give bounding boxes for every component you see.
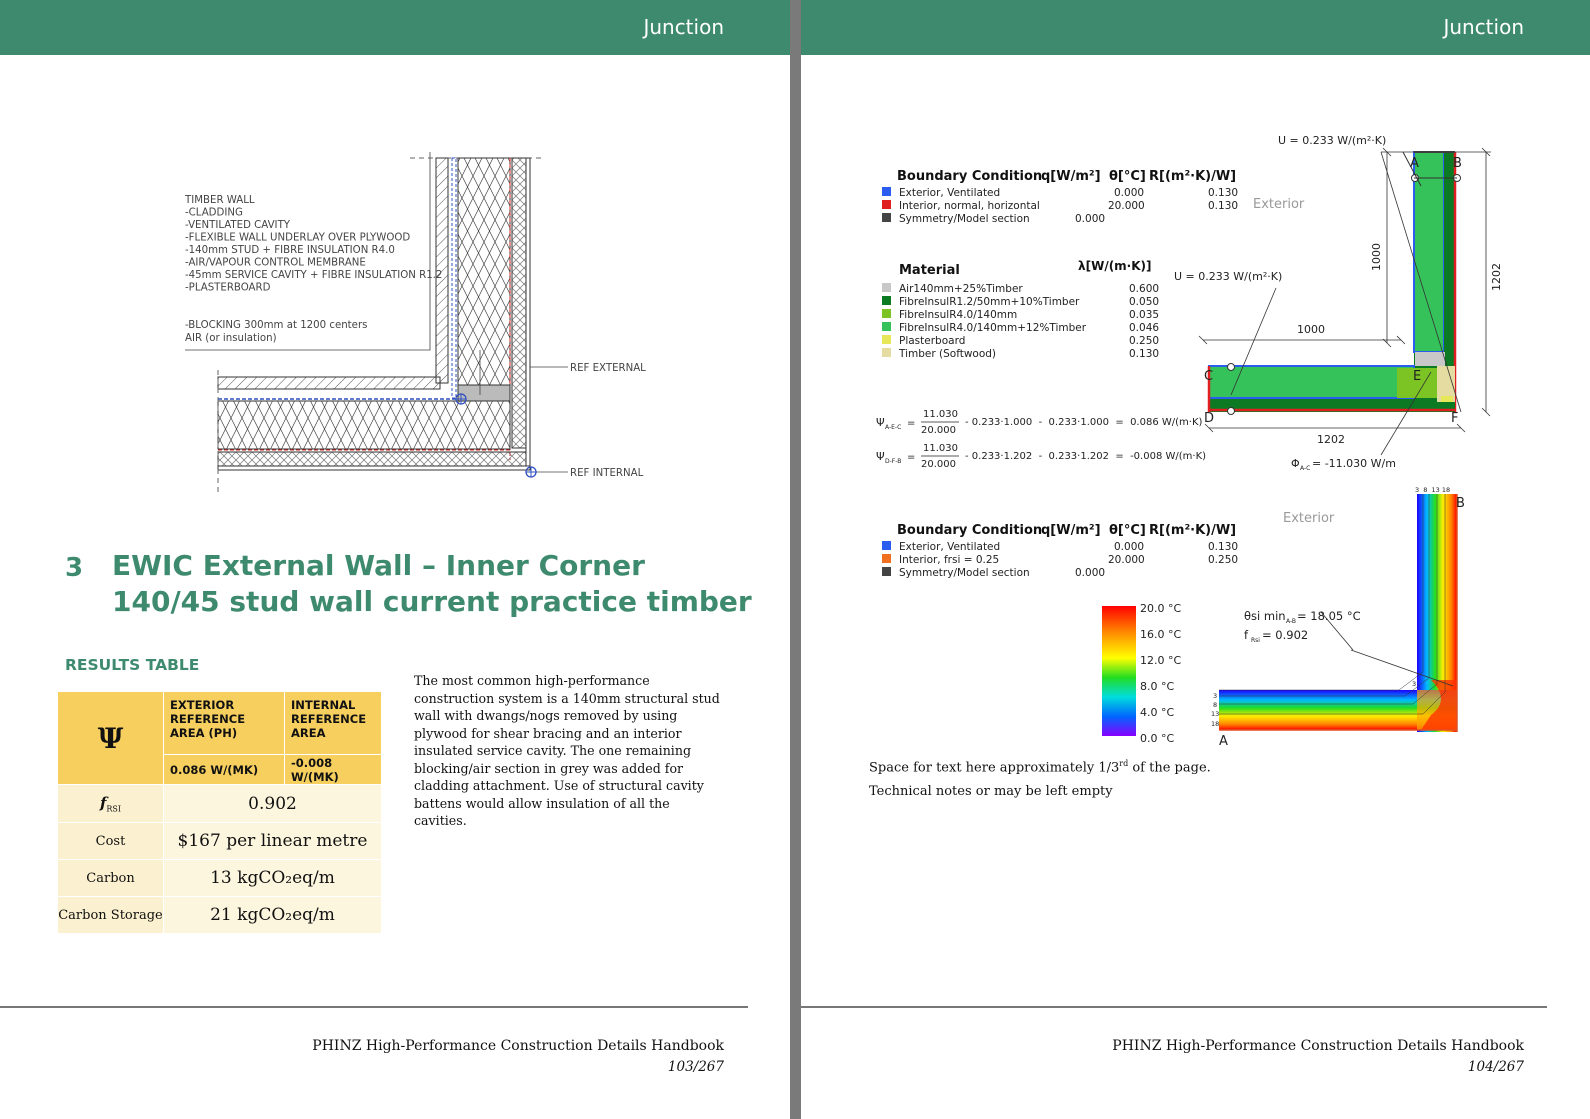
service-cavity-horizontal [218,452,526,466]
psi-aec-den: 20.000 [921,425,956,436]
theta-min-value: = 18.05 °C [1297,609,1361,623]
bc2-swatch-interior [882,554,891,563]
mat-swatch-plasterboard [882,335,891,344]
mat-swatch-r40 [882,309,891,318]
construction-drawing [0,0,790,520]
psi-dfb-den: 20.000 [921,459,956,470]
bc2-row-interior: Interior, frsi = 0.25 [899,554,1000,566]
material-col-lambda: λ[W/(m·K)] [1078,259,1152,273]
exterior-reference-header: EXTERIOR REFERENCE AREA (PH) [164,692,285,755]
bc1-swatch-interior [882,200,891,209]
theta-min-label: θsi min [1244,609,1286,623]
left-page [0,0,790,1119]
bc2-col-r: R[(m²·K)/W] [1149,523,1237,538]
mat-r40-value: 0.035 [1129,309,1160,321]
point-c-marker [1228,364,1235,371]
mat-r40: FibreInsulR4.0/140mm [899,309,1018,321]
model-corner-air [1415,352,1445,366]
mat-plasterboard: Plasterboard [899,335,966,347]
point-a-label: A [1410,156,1419,171]
section-number: 3 [65,553,84,583]
mat-swatch-air [882,283,891,292]
mat-air: Air140mm+25%Timber [899,283,1023,295]
psi-dfb-num: 11.030 [923,443,958,454]
cladding-horizontal [218,377,440,389]
psi-symbol: Ψ [58,692,164,785]
bc2-row-symmetry: Symmetry/Model section [899,567,1030,579]
scale-label-12: 12.0 °C [1140,654,1182,667]
mat-timber-value: 0.130 [1129,348,1160,360]
bc1-interior-r: 0.130 [1208,200,1239,212]
header-title: Junction [1443,15,1524,39]
carbon-storage-value: 21 kgCO₂eq/m [164,897,382,934]
header-title: Junction [643,15,724,39]
bc2-title: Boundary Condition [897,523,1043,538]
model-vertical-service [1444,152,1454,402]
label-blocking: -BLOCKING 300mm at 1200 centers [185,320,368,331]
mat-r12: FibreInsulR1.2/50mm+10%Timber [899,296,1080,308]
footer-rule [0,1006,748,1008]
service-cavity-vertical [512,158,526,448]
label-service-cavity: -45mm SERVICE CAVITY + FIBRE INSULATION R1.2 [185,270,443,281]
bc2-exterior-theta: 0.000 [1114,541,1145,553]
frsi-r-label: f [1244,628,1249,642]
dim-1202-vertical: 1202 [1490,263,1503,291]
bc2-exterior-r: 0.130 [1208,541,1239,553]
iso-left-8: 8 [1213,701,1218,709]
section-title-line2: 140/45 stud wall current practice timber [112,585,752,618]
bc2-col-theta: θ[°C] [1109,523,1146,538]
bc2-swatch-exterior [882,541,891,550]
bc1-exterior-r: 0.130 [1208,187,1239,199]
insulation-horizontal [218,401,510,449]
mat-r40-timber-value: 0.046 [1129,322,1160,334]
thermal-analysis-diagram [801,0,1590,760]
svg-text:=: = [907,418,916,429]
space-text-end: of the page. [1128,760,1211,776]
mat-swatch-timber [882,348,891,357]
mat-air-value: 0.600 [1129,283,1160,295]
results-table-label: RESULTS TABLE [65,656,200,674]
psi-aec-symbol: Ψ [876,416,885,429]
technical-notes-text: Technical notes or may be left empty [869,784,1113,799]
frsi-label [58,785,164,823]
carbon-label: Carbon [58,860,164,897]
dim-1000-horizontal: 1000 [1297,323,1325,336]
bc1-exterior-theta: 0.000 [1114,187,1145,199]
scale-label-20: 20.0 °C [1140,602,1182,615]
internal-reference-header: INTERNAL REFERENCE AREA [285,692,382,755]
frsi-subscript: RSI [106,804,122,814]
bc1-row-interior: Interior, normal, horizontal [899,200,1040,212]
section-title-line1: EWIC External Wall – Inner Corner [112,549,645,582]
scale-label-8: 8.0 °C [1140,680,1175,693]
iso-left-13: 13 [1211,710,1220,718]
model-corner-plasterboard [1441,396,1453,402]
label-ventilated-cavity: -VENTILATED CAVITY [185,220,291,231]
dim-1202-horizontal: 1202 [1317,433,1345,446]
scale-label-16: 16.0 °C [1140,628,1182,641]
bc1-interior-theta: 20.000 [1108,200,1145,212]
label-stud: -140mm STUD + FIBRE INSULATION R4.0 [185,245,395,256]
point-f-label: F [1451,411,1459,426]
footer-title: PHINZ High-Performance Construction Details Handbook [1112,1038,1524,1054]
svg-text:=: = [907,452,916,463]
bc1-col-theta: θ[°C] [1109,169,1146,184]
cost-label: Cost [58,823,164,860]
theta-min-sub: A-B [1286,618,1297,625]
temp-point-b: B [1456,496,1465,511]
mat-plasterboard-value: 0.250 [1129,335,1160,347]
internal-psi-value: -0.008 W/(MK) [285,755,382,785]
insulation-vertical [458,158,510,398]
section-title [112,548,752,620]
scale-label-0: 0.0 °C [1140,732,1175,745]
carbon-value: 13 kgCO₂eq/m [164,860,382,897]
space-text-main: Space for text here approximately 1/3 [869,760,1120,776]
mat-r12-value: 0.050 [1129,296,1160,308]
iso-left-3: 3 [1213,692,1218,700]
label-membrane: -AIR/VAPOUR CONTROL MEMBRANE [185,257,366,269]
material-title: Material [899,263,960,278]
footer-rule [801,1006,1547,1008]
mat-swatch-r12 [882,296,891,305]
u-value-top: U = 0.233 W/(m²·K) [1278,134,1387,147]
dim-1000-vertical: 1000 [1370,243,1383,271]
cost-value: $167 per linear metre [164,823,382,860]
bc1-col-q: q[W/m²] [1041,169,1101,184]
bc2-row-exterior: Exterior, Ventilated [899,541,1001,553]
scale-label-4: 4.0 °C [1140,706,1175,719]
point-b-label: B [1453,156,1462,171]
bc1-swatch-symmetry [882,213,891,222]
carbon-storage-label: Carbon Storage [58,897,164,934]
mat-swatch-r40-timber [882,322,891,331]
point-d-marker [1228,408,1235,415]
label-ref-internal: REF INTERNAL [570,468,644,479]
corner-model [1209,152,1461,415]
phi-sub: A-C [1300,465,1311,472]
psi-aec-rest: - 0.233·1.000 - 0.233·1.000 = 0.086 W/(m·K) [965,417,1203,428]
bc2-swatch-symmetry [882,567,891,576]
results-table [57,691,382,934]
bc2-symmetry-q: 0.000 [1075,567,1106,579]
right-page [801,0,1590,1119]
bc1-symmetry-q: 0.000 [1075,213,1106,225]
psi-aec-sub: A-E-C [885,424,902,431]
footer-page-number: 103/267 [667,1059,724,1075]
temperature-scale-bar [1102,606,1136,736]
psi-dfb-sub: D-F-B [885,458,902,465]
mat-timber: Timber (Softwood) [899,348,997,360]
bc1-row-exterior: Exterior, Ventilated [899,187,1001,199]
footer-page-number: 104/267 [1467,1059,1524,1075]
bc2-interior-theta: 20.000 [1108,554,1145,566]
label-ref-external: REF EXTERNAL [570,363,646,374]
iso-left-18: 18 [1211,720,1220,728]
label-wall-underlay: -FLEXIBLE WALL UNDERLAY OVER PLYWOOD [185,232,411,244]
frsi-r-sub: Rsi [1251,637,1260,644]
phi-value: = -11.030 W/m [1312,457,1396,470]
label-plasterboard: -PLASTERBOARD [185,282,271,294]
bc2-col-q: q[W/m²] [1041,523,1101,538]
exterior-label-top: Exterior [1253,197,1305,212]
label-air: AIR (or insulation) [185,333,277,344]
mat-r40-timber: FibreInsulR4.0/140mm+12%Timber [899,322,1087,334]
space-text [869,759,1211,775]
bc1-title: Boundary Condition [897,169,1043,184]
iso-top-labels: 3 8 13 18 [1415,486,1451,494]
bc2-interior-r: 0.250 [1208,554,1239,566]
model-horizontal-insulation [1209,366,1414,398]
exterior-psi-value: 0.086 W/(MK) [164,755,285,785]
psi-dfb-symbol: Ψ [876,450,885,463]
label-timber-wall: TIMBER WALL [185,195,255,206]
u-value-mid: U = 0.233 W/(m²·K) [1174,270,1283,283]
space-text-superscript: rd [1119,759,1129,768]
frsi-symbol: f [99,793,107,812]
exterior-label-bottom: Exterior [1283,511,1335,526]
phi-symbol: Φ [1291,457,1300,470]
description-text: The most common high-performance construction system is a 140mm structural stud wall with dwangs/nogs removed by using plywood for shear bracing and an interior insulated service cavity. The one remaining blocking/air section in grey was added for cladding attachment. Use of structural cavity battens would allow insulation of all the cavities. [414,673,720,828]
bc1-swatch-exterior [882,187,891,196]
point-e-label: E [1413,369,1422,384]
temp-point-a: A [1219,734,1228,749]
iso-three: 3 [1412,680,1417,688]
point-c-label: C [1204,369,1214,384]
frsi-r-value: = 0.902 [1262,628,1309,642]
psi-aec-num: 11.030 [923,409,958,420]
label-cladding: -CLADDING [185,207,243,219]
bc1-row-symmetry: Symmetry/Model section [899,213,1030,225]
point-d-label: D [1204,411,1215,426]
frsi-value: 0.902 [164,785,382,823]
bc1-col-r: R[(m²·K)/W] [1149,169,1237,184]
footer-title: PHINZ High-Performance Construction Details Handbook [312,1038,724,1054]
psi-dfb-rest: - 0.233·1.202 - 0.233·1.202 = -0.008 W/(m·K) [965,451,1207,462]
